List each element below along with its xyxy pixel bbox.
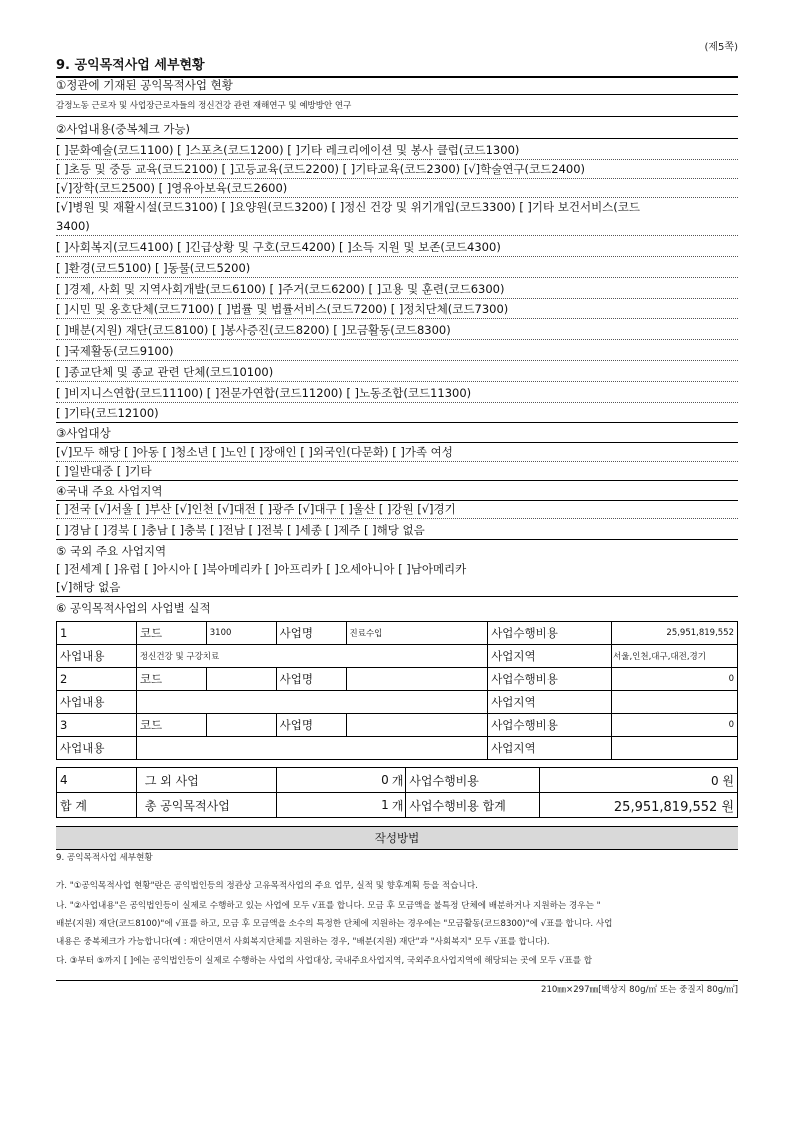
cost-label: 사업수행비용 xyxy=(488,714,612,737)
total-unit: 개 xyxy=(392,793,406,818)
content-value xyxy=(136,691,487,714)
total-count: 1 xyxy=(276,793,392,818)
name-label: 사업명 xyxy=(276,622,346,645)
content-label: 사업내용 xyxy=(57,645,137,668)
region-label: 사업지역 xyxy=(488,645,612,668)
guide-heading: 작성방법 xyxy=(56,826,738,850)
summary-table xyxy=(56,767,738,818)
total-label: 합 계 xyxy=(57,793,137,818)
sec3-line: [√]모두 해당 [ ]아동 [ ]청소년 [ ]노인 [ ]장애인 [ ]외국인(다문화) [ ]가족 여성 xyxy=(56,443,738,462)
code-label: 코드 xyxy=(136,714,206,737)
total-cost xyxy=(540,793,738,818)
cost-value: 0 xyxy=(612,668,738,691)
total-cost-label: 사업수행비용 합계 xyxy=(406,793,540,818)
sec5-line: [ ]전세계 [ ]유럽 [ ]아시아 [ ]북아메리카 [ ]아프리카 [ ]오세아니아 [ ]남아메리카 xyxy=(56,562,467,576)
table-row xyxy=(57,691,738,714)
other-cost-label: 사업수행비용 xyxy=(406,768,540,793)
other-label: 그 외 사업 xyxy=(136,768,276,793)
sec4-line: [ ]전국 [√]서울 [ ]부산 [√]인천 [√]대전 [ ]광주 [√]대구 [ ]울산 [ ]강원 [√]경기 xyxy=(56,500,738,519)
row-no: 2 xyxy=(57,668,137,691)
other-cost xyxy=(540,768,738,793)
sec2-line: [ ]문화예술(코드1100) [ ]스포츠(코드1200) [ ]기타 레크리에이션 및 봉사 클럽(코드1300) xyxy=(56,141,738,160)
name-label: 사업명 xyxy=(276,668,346,691)
won-unit: 원 xyxy=(722,773,734,788)
sec4-line: [ ]경남 [ ]경북 [ ]충남 [ ]충북 [ ]전남 [ ]전북 [ ]세종 [ ]제주 [ ]해당 없음 xyxy=(56,521,738,540)
code-value xyxy=(206,668,276,691)
table-row xyxy=(57,793,738,818)
sec2-line: [ ]시민 및 옹호단체(코드7100) [ ]법률 및 법률서비스(코드7200) [ ]정치단체(코드7300) xyxy=(56,300,738,319)
sec1-text: 감정노동 근로자 및 사업장근로자들의 정신건강 관련 재해연구 및 예방방안 연구 xyxy=(56,96,738,117)
sec2-line: [√]장학(코드2500) [ ]영유아보육(코드2600) xyxy=(56,179,738,198)
region-label: 사업지역 xyxy=(488,691,612,714)
content-label: 사업내용 xyxy=(57,737,137,760)
sec2-line: [ ]비지니스연합(코드11100) [ ]전문가연합(코드11200) [ ]노동조합(코드11300) xyxy=(56,384,738,403)
sec6-label: ⑥ 공익목적사업의 사업별 실적 xyxy=(56,601,211,615)
name-value xyxy=(346,668,488,691)
cost-label: 사업수행비용 xyxy=(488,668,612,691)
guide-subtitle: 9. 공익목적사업 세부현황 xyxy=(56,853,153,863)
table-row xyxy=(57,737,738,760)
code-value xyxy=(206,714,276,737)
code-value: 3100 xyxy=(206,622,276,645)
table-row xyxy=(57,768,738,793)
guide-line: 내용은 중복체크가 가능합니다(예 : 재단이면서 사회복지단체를 지원하는 경우, "배분(지원) 재단"과 "사회복지" 모두 √표를 합니다). xyxy=(56,937,550,947)
won-unit: 원 xyxy=(721,799,734,815)
other-count: 0 xyxy=(276,768,392,793)
region-value: 서울,인천,대구,대전,경기 xyxy=(612,645,738,668)
table-row xyxy=(57,714,738,737)
sec2-line: [ ]기타(코드12100) xyxy=(56,404,738,423)
guide-line: 가. "①공익목적사업 현황"란은 공익법인등의 정관상 고유목적사업의 주요 업무, 실적 및 향후계획 등을 적습니다. xyxy=(56,881,478,891)
total-cost-value: 25,951,819,552 xyxy=(613,799,718,815)
guide-line: 다. ③부터 ⑤까지 [ ]에는 공익법인등이 실제로 수행하는 사업의 사업대상, 국내주요사업지역, 국외주요사업지역에 해당되는 곳에 모두 √표를 합 xyxy=(56,956,593,966)
code-label: 코드 xyxy=(136,668,206,691)
sec3-line: [ ]일반대중 [ ]기타 xyxy=(56,462,738,481)
sec2-line: 3400) xyxy=(56,217,738,236)
region-label: 사업지역 xyxy=(488,737,612,760)
other-cost-value: 0 xyxy=(710,773,719,788)
cost-label: 사업수행비용 xyxy=(488,622,612,645)
content-label: 사업내용 xyxy=(57,691,137,714)
content-value xyxy=(136,737,487,760)
total-desc: 총 공익목적사업 xyxy=(136,793,276,818)
guide-line: 배분(지원) 재단(코드8100)"에 √표를 하고, 모금 후 모금액을 소수의 특정한 단체에 지원하는 경우에는 "모금활동(코드8300)"에 √표를 합니다. 사업 xyxy=(56,919,613,929)
cost-value: 25,951,819,552 xyxy=(612,622,738,645)
region-value xyxy=(612,737,738,760)
row-no: 4 xyxy=(57,768,137,793)
sec2-line: [ ]경제, 사회 및 지역사회개발(코드6100) [ ]주거(코드6200) [ ]고용 및 훈련(코드6300) xyxy=(56,280,738,299)
sec2-label: ②사업내용(중복체크 가능) xyxy=(56,120,738,139)
row-no: 1 xyxy=(57,622,137,645)
table-row xyxy=(57,645,738,668)
sec2-line: [ ]종교단체 및 종교 관련 단체(코드10100) xyxy=(56,363,738,382)
content-value: 정신건강 및 구강치료 xyxy=(136,645,487,668)
name-label: 사업명 xyxy=(276,714,346,737)
sec4-label: ④국내 주요 사업지역 xyxy=(56,482,738,501)
sec5-line: [√]해당 없음 xyxy=(56,578,738,597)
name-value xyxy=(346,714,488,737)
sec2-line: [√]병원 및 재활시설(코드3100) [ ]요양원(코드3200) [ ]정신 건강 및 위기개입(코드3300) [ ]기타 보건서비스(코드 xyxy=(56,200,640,214)
sec1-label: ①정관에 기재된 공익목적사업 현황 xyxy=(56,76,738,95)
sec2-line: [ ]국제활동(코드9100) xyxy=(56,342,738,361)
paper-spec: 210㎜×297㎜[백상지 80g/㎡ 또는 중질지 80g/㎡] xyxy=(56,980,738,995)
name-value: 진료수입 xyxy=(346,622,488,645)
sec2-line: [ ]배분(지원) 재단(코드8100) [ ]봉사증진(코드8200) [ ]모금활동(코드8300) xyxy=(56,321,738,340)
code-label: 코드 xyxy=(136,622,206,645)
row-no: 3 xyxy=(57,714,137,737)
guide-line: 나. "②사업내용"은 공익법인등이 실제로 수행하고 있는 사업에 모두 √표를 합니다. 모금 후 모금액을 불특정 단체에 배분하거나 지원하는 경우는 " xyxy=(56,901,601,911)
sec3-label: ③사업대상 xyxy=(56,424,738,443)
sec2-line: [ ]환경(코드5100) [ ]동물(코드5200) xyxy=(56,259,738,278)
sec2-line: [ ]사회복지(코드4100) [ ]긴급상황 및 구호(코드4200) [ ]소득 지원 및 보존(코드4300) xyxy=(56,238,738,257)
table-row xyxy=(57,622,738,645)
region-value xyxy=(612,691,738,714)
sec2-line: [ ]초등 및 중등 교육(코드2100) [ ]고등교육(코드2200) [ ]기타교육(코드2300) [√]학술연구(코드2400) xyxy=(56,160,738,179)
table-row xyxy=(57,668,738,691)
section-title: 9. 공익목적사업 세부현황 xyxy=(56,54,738,78)
other-unit: 개 xyxy=(392,768,406,793)
sec5-label: ⑤ 국외 주요 사업지역 xyxy=(56,544,167,558)
cost-value: 0 xyxy=(612,714,738,737)
performance-table xyxy=(56,621,738,760)
page-number: (제5쪽) xyxy=(704,42,738,53)
